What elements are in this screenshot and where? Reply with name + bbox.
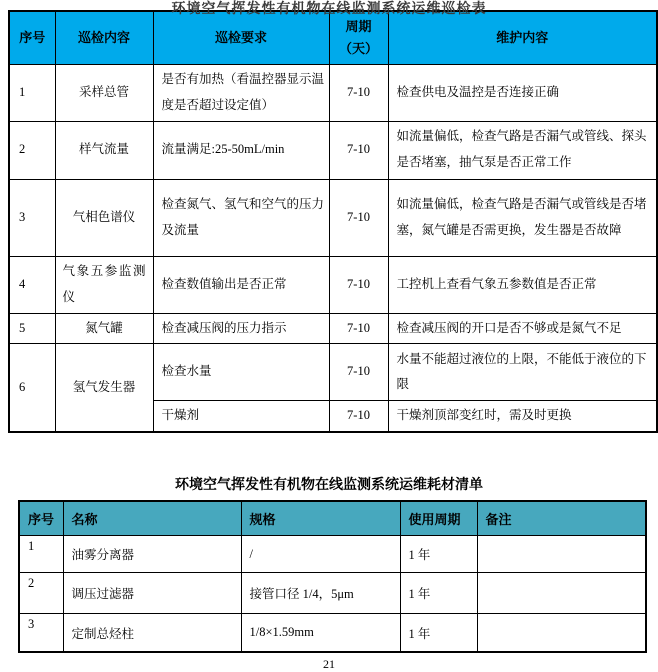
cell-cycle: 7-10 xyxy=(329,401,388,432)
cell-spec: / xyxy=(241,536,400,573)
table-row xyxy=(19,536,646,573)
cell-requirement: 检查减压阀的压力指示 xyxy=(153,313,329,344)
clipped-title-text: 环境空气挥发性有机物在线监测系统运维巡检表 xyxy=(171,0,487,16)
cell-item: 气象五参监测仪 xyxy=(55,256,153,313)
table-row xyxy=(19,614,646,652)
cell-item: 气相色谱仪 xyxy=(55,179,153,256)
cell-requirement: 是否有加热（看温控器显示温度是否超过设定值） xyxy=(153,64,329,121)
cell-usage-period: 1 年 xyxy=(400,573,477,614)
cell-requirement: 流量满足:25-50mL/min xyxy=(153,121,329,179)
cell-maintenance: 工控机上查看气象五参数值是否正常 xyxy=(388,256,657,313)
cell-maintenance: 水量不能超过液位的上限，不能低于液位的下限 xyxy=(388,344,657,401)
header-seq: 序号 xyxy=(19,501,63,536)
cell-spec: 接管口径 1/4，5μm xyxy=(241,573,400,614)
header-cycle-line2: （天） xyxy=(338,40,378,56)
cell-cycle: 7-10 xyxy=(329,179,388,256)
header-name: 名称 xyxy=(63,501,241,536)
header-remark: 备注 xyxy=(477,501,646,536)
header-cycle-days xyxy=(329,11,388,64)
cell-seq: 6 xyxy=(9,344,55,432)
cell-requirement: 检查数值输出是否正常 xyxy=(153,256,329,313)
table-row xyxy=(9,344,657,401)
table-row xyxy=(19,573,646,614)
cell-maintenance: 如流量偏低，检查气路是否漏气或管线是否堵塞，氮气罐是否需更换，发生器是否故障 xyxy=(388,179,657,256)
header-spec: 规格 xyxy=(241,501,400,536)
cell-usage-period: 1 年 xyxy=(400,614,477,652)
header-maintenance: 维护内容 xyxy=(388,11,657,64)
cell-seq: 2 xyxy=(19,573,63,614)
cell-name: 定制总烃柱 xyxy=(63,614,241,652)
cell-spec: 1/8×1.59mm xyxy=(241,614,400,652)
cell-seq: 3 xyxy=(19,614,63,652)
cell-seq: 5 xyxy=(9,313,55,344)
table-row xyxy=(9,256,657,313)
cell-seq: 1 xyxy=(19,536,63,573)
table-row xyxy=(9,313,657,344)
cell-seq: 3 xyxy=(9,179,55,256)
cell-cycle: 7-10 xyxy=(329,64,388,121)
clipped-page-top-title xyxy=(0,0,658,16)
inspection-maintenance-table xyxy=(8,10,658,433)
cell-remark xyxy=(477,573,646,614)
header-seq: 序号 xyxy=(9,11,55,64)
cell-maintenance: 干燥剂顶部变红时，需及时更换 xyxy=(388,401,657,432)
cell-cycle: 7-10 xyxy=(329,344,388,401)
header-usage-period: 使用周期 xyxy=(400,501,477,536)
table-header-row xyxy=(9,11,657,64)
cell-requirement: 检查水量 xyxy=(153,344,329,401)
cell-seq: 4 xyxy=(9,256,55,313)
cell-name: 调压过滤器 xyxy=(63,573,241,614)
cell-remark xyxy=(477,614,646,652)
cell-item: 氢气发生器 xyxy=(55,344,153,432)
table-row xyxy=(9,121,657,179)
consumables-table xyxy=(18,500,647,653)
cell-maintenance: 检查供电及温控是否连接正确 xyxy=(388,64,657,121)
table-row xyxy=(9,64,657,121)
page-number: 21 xyxy=(323,656,335,671)
cell-requirement: 检查氮气、氢气和空气的压力及流量 xyxy=(153,179,329,256)
cell-remark xyxy=(477,536,646,573)
cell-cycle: 7-10 xyxy=(329,121,388,179)
cell-seq: 2 xyxy=(9,121,55,179)
table-header-row xyxy=(19,501,646,536)
header-inspection-requirement: 巡检要求 xyxy=(153,11,329,64)
cell-item: 氮气罐 xyxy=(55,313,153,344)
cell-item: 样气流量 xyxy=(55,121,153,179)
cell-usage-period: 1 年 xyxy=(400,536,477,573)
consumables-table-title: 环境空气挥发性有机物在线监测系统运维耗材清单 xyxy=(175,475,483,492)
header-inspection-item: 巡检内容 xyxy=(55,11,153,64)
cell-maintenance: 如流量偏低，检查气路是否漏气或管线、探头是否堵塞，抽气泵是否正常工作 xyxy=(388,121,657,179)
cell-cycle: 7-10 xyxy=(329,313,388,344)
table-row xyxy=(9,179,657,256)
cell-seq: 1 xyxy=(9,64,55,121)
cell-name: 油雾分离器 xyxy=(63,536,241,573)
cell-cycle: 7-10 xyxy=(329,256,388,313)
cell-requirement: 干燥剂 xyxy=(153,401,329,432)
header-cycle-line1: 周期 xyxy=(345,18,372,34)
cell-item: 采样总管 xyxy=(55,64,153,121)
cell-maintenance: 检查减压阀的开口是否不够或是氮气不足 xyxy=(388,313,657,344)
